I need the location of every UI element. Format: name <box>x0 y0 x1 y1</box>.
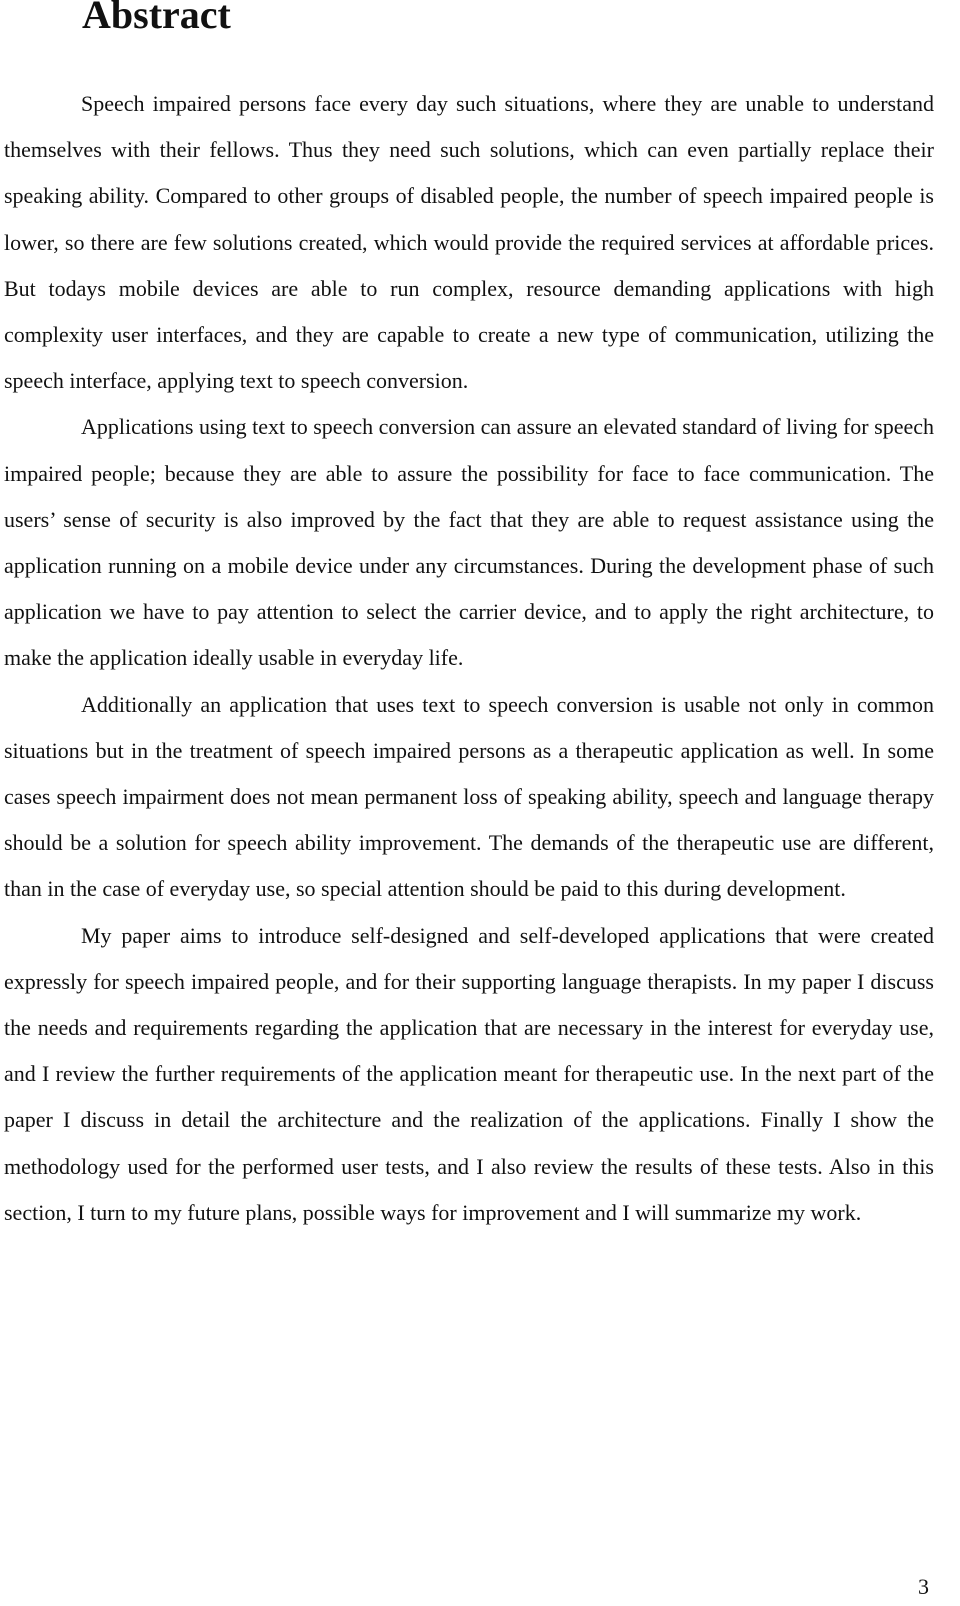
paragraph-2: Applications using text to speech conversion can assure an elevated standard of living for speech impaired people; because they are able to assure the possibility for face to face communication. The users’ sense of security is also improved by the fact that they are able to request assistance using the application running on a mobile device under any circumstances. During the development phase of such application we have to pay attention to select the carrier device, and to apply the right architecture, to make the application ideally usable in everyday life. <box>4 414 934 671</box>
paragraph-1: Speech impaired persons face every day such situations, where they are unable to understand themselves with their fellows. Thus they need such solutions, which can even partially replace their speaking ability. Compared to other groups of disabled people, the number of speech impaired people is lower, so there are few solutions created, which would provide the required services at affordable prices. But todays mobile devices are able to run complex, resource demanding applications with high complexity user interfaces, and they are capable to create a new type of communication, utilizing the speech interface, applying text to speech conversion. <box>4 91 934 394</box>
abstract-body <box>4 81 934 1236</box>
paragraph-4: My paper aims to introduce self-designed and self-developed applications that were created expressly for speech impaired people, and for their supporting language therapists. In my paper I discuss the needs and requirements regarding the application that are necessary in the interest for everyday use, and I review the further requirements of the application meant for therapeutic use. In the next part of the paper I discuss in detail the architecture and the realization of the applications. Finally I show the methodology used for the performed user tests, and I also review the results of these tests. Also in this section, I turn to my future plans, possible ways for improvement and I will summarize my work. <box>4 922 934 1225</box>
section-heading: Abstract <box>82 0 231 37</box>
page-number: 3 <box>918 1574 929 1599</box>
paragraph-3: Additionally an application that uses text to speech conversion is usable not only in common situations but in the treatment of speech impaired persons as a therapeutic application as well. In some cases speech impairment does not mean permanent loss of speaking ability, speech and language therapy should be a solution for speech ability improvement. The demands of the therapeutic use are different, than in the case of everyday use, so special attention should be paid to this during development. <box>4 691 934 902</box>
